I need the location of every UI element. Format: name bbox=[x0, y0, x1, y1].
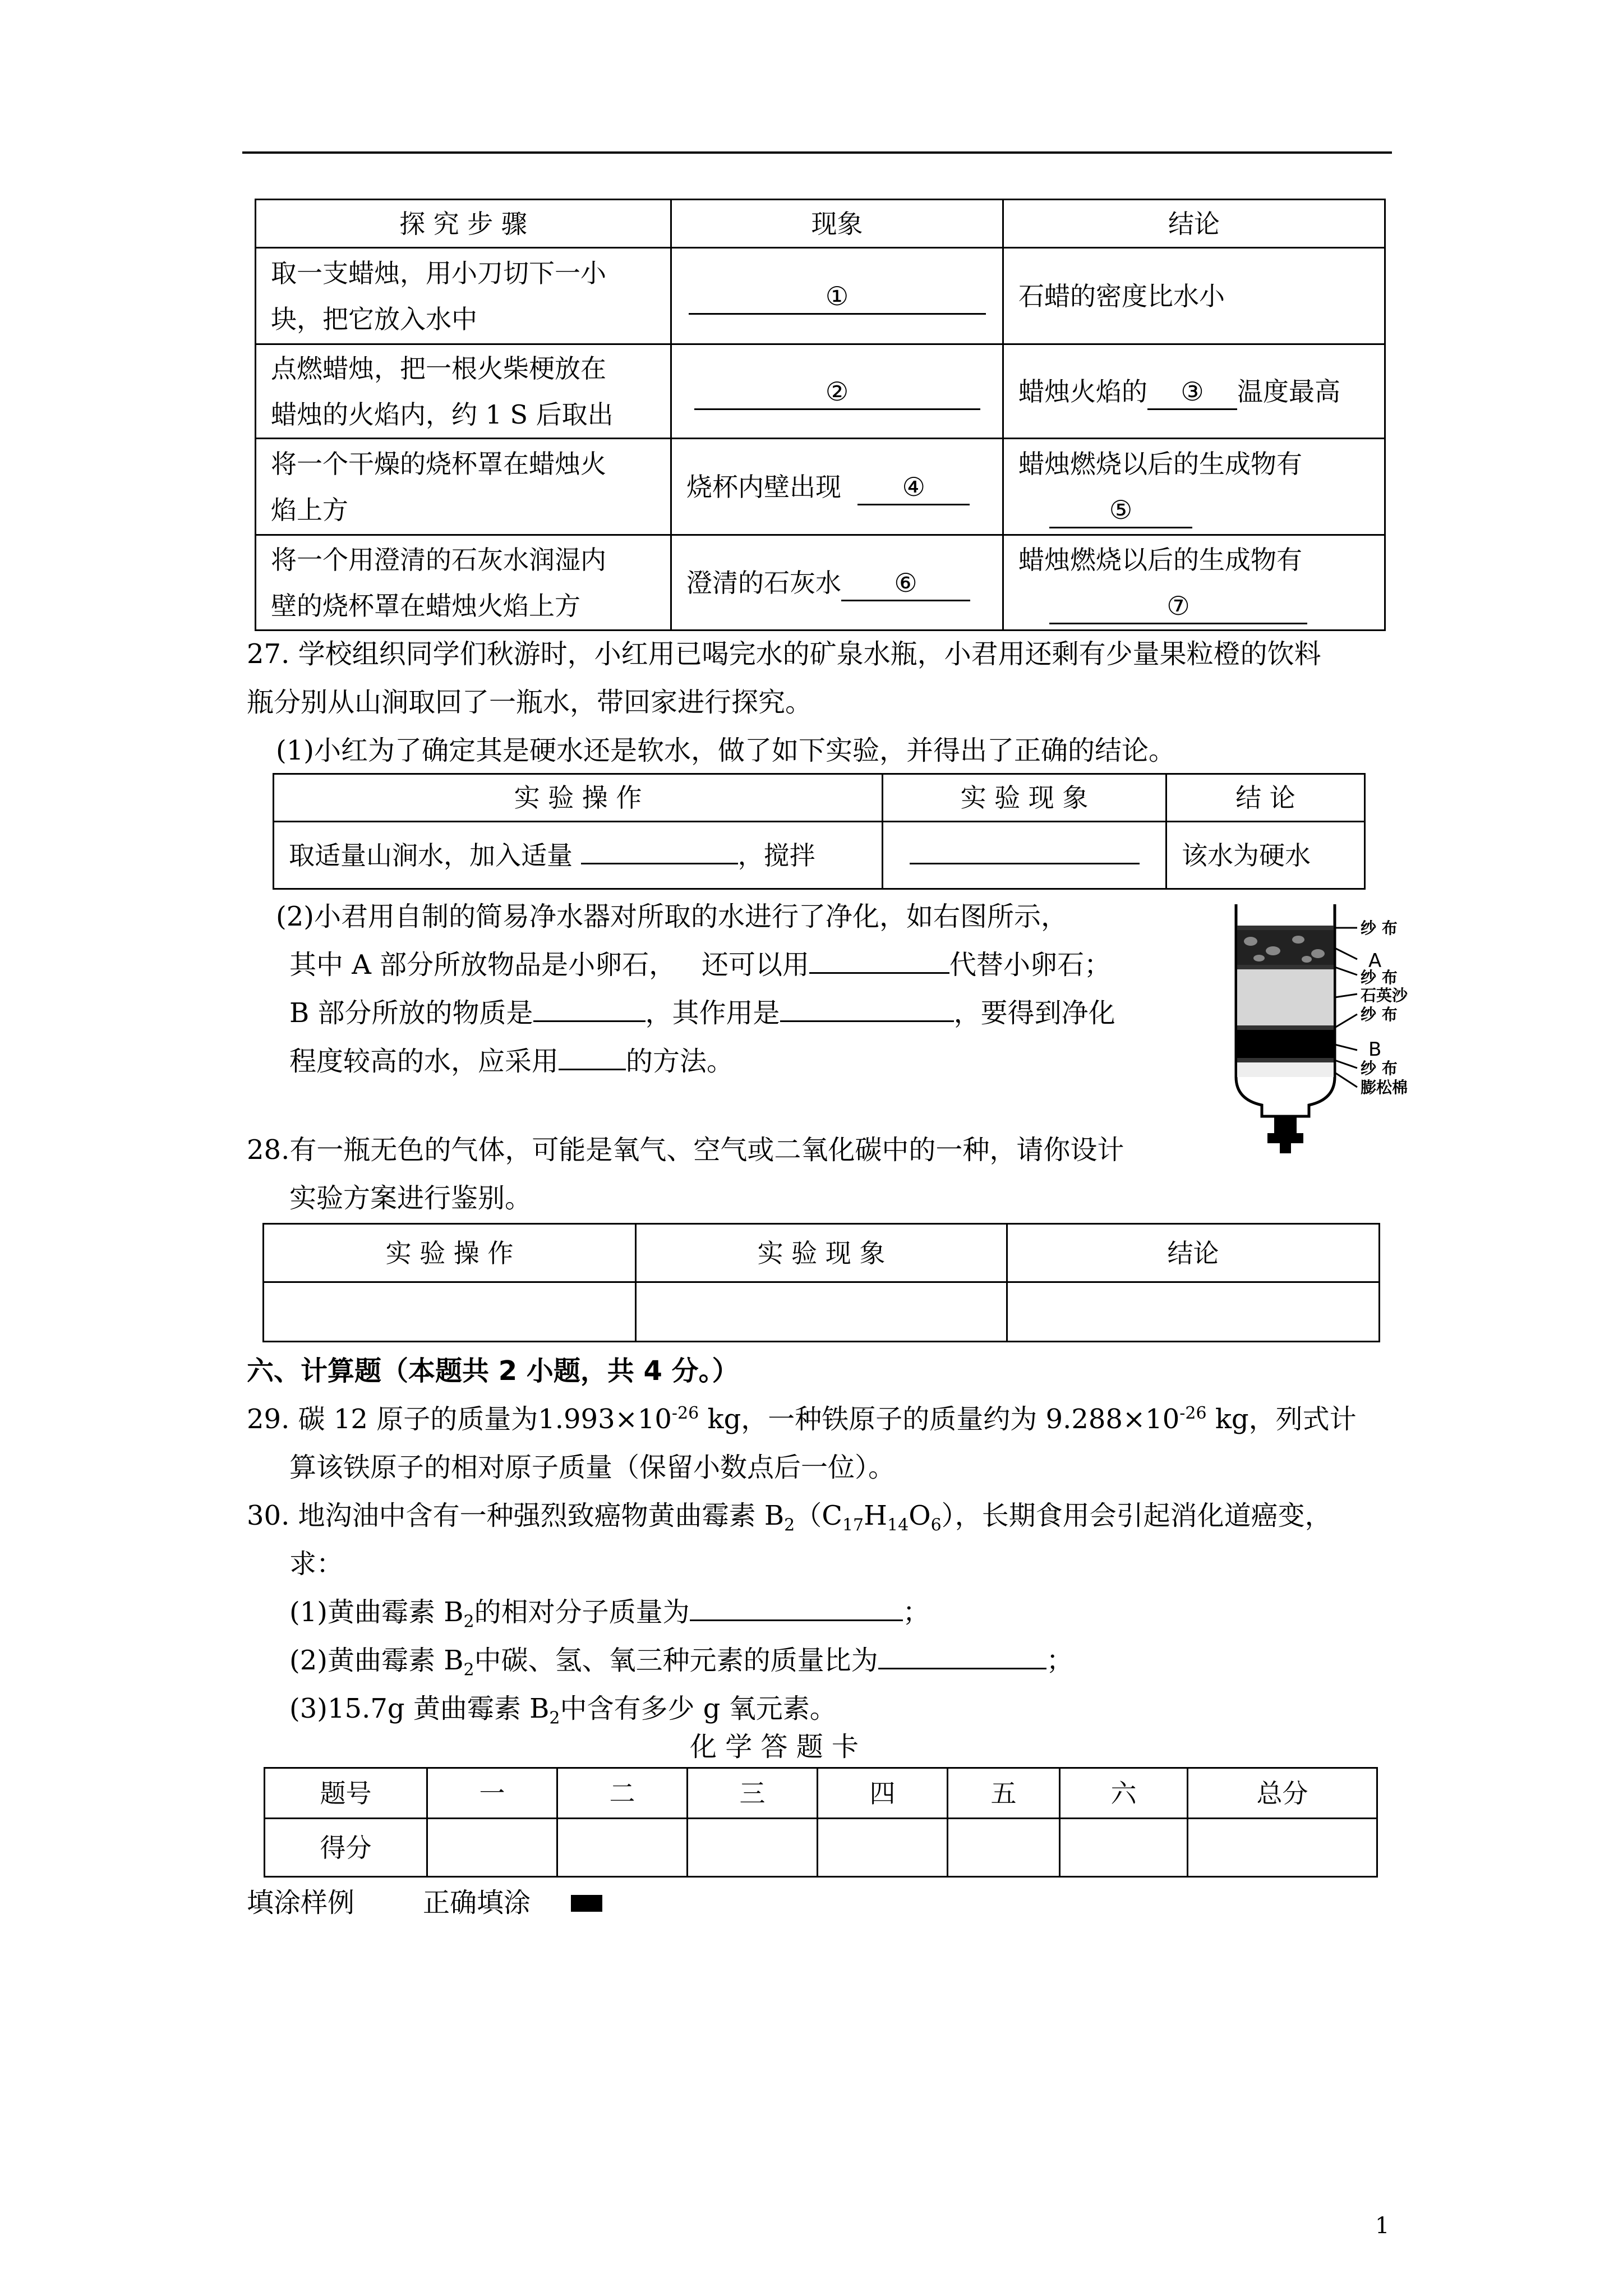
fill-example-label: 填涂样例 bbox=[247, 1887, 355, 1918]
q27-sub2-line1: (2)小君用自制的简易净水器对所取的水进行了净化，如右图所示， bbox=[276, 901, 1068, 932]
q30-line2: 求： bbox=[289, 1548, 344, 1580]
label-a: A bbox=[1368, 950, 1382, 972]
table-row bbox=[256, 535, 1385, 631]
q30-part1: (1)黄曲霉素 $B_2$的相对分子质量为 ； bbox=[289, 1596, 930, 1632]
filled-mark-sample bbox=[571, 1895, 602, 1912]
table-row bbox=[256, 439, 1385, 535]
page-number: 1 bbox=[1375, 2213, 1390, 2239]
answer-blank[interactable]: ⑦ bbox=[1049, 589, 1307, 624]
section-6-heading: 六、计算题（本题共 2 小题，共 4 分。） bbox=[247, 1355, 739, 1387]
q30-part2: (2)黄曲霉素 $B_2$中碳、氢、氧三种元素的质量比为 ； bbox=[289, 1645, 1073, 1680]
q27-line2: 瓶分别从山涧取回了一瓶水，带回家进行探究。 bbox=[247, 687, 813, 718]
q27-sub2-line3: B 部分所放的物质是 ，其作用是 ，要得到净化 bbox=[289, 997, 1115, 1029]
conclusion-cell: 蜡烛燃烧以后的生成物有 ⑤ bbox=[1003, 439, 1385, 535]
label-quartz-sand: 石英沙 bbox=[1361, 986, 1408, 1005]
answer-cell[interactable] bbox=[264, 1282, 636, 1342]
header-question-no: 题号 bbox=[265, 1768, 427, 1819]
method-blank[interactable] bbox=[559, 1069, 626, 1070]
answer-blank[interactable]: ⑥ bbox=[841, 566, 970, 601]
answer-blank[interactable]: ④ bbox=[857, 470, 970, 505]
operation-cell: 取适量山涧水，加入适量 ，搅拌 bbox=[274, 822, 883, 889]
header-phenomenon: 实 验 现 象 bbox=[883, 774, 1166, 822]
answer-blank[interactable]: ③ bbox=[1147, 375, 1237, 410]
q27-sub1: (1)小红为了确定其是硬水还是软水，做了如下实验，并得出了正确的结论。 bbox=[276, 735, 1175, 766]
phenomenon-blank[interactable] bbox=[910, 863, 1140, 864]
observation-cell: 澄清的石灰水 ⑥ bbox=[671, 535, 1003, 631]
q29-line2: 算该铁原子的相对原子质量（保留小数点后一位）。 bbox=[289, 1452, 896, 1483]
observation-cell bbox=[671, 248, 1003, 344]
correct-fill-label: 正确填涂 bbox=[423, 1887, 531, 1918]
q27-sub2-line2: 其中 A 部分所放物品是小卵石， 还可以用 代替小卵石； bbox=[289, 949, 1111, 981]
molecular-mass-blank[interactable] bbox=[690, 1619, 903, 1621]
candle-experiment-table bbox=[255, 199, 1386, 631]
score-cell[interactable] bbox=[948, 1819, 1060, 1877]
table-row bbox=[256, 344, 1385, 439]
table-row bbox=[256, 248, 1385, 344]
answer-cell[interactable] bbox=[636, 1282, 1007, 1342]
q29-line1: 29. 碳 12 原子的质量为$1.993\times 10^{-26}$ kg，一种铁原子的质量约为 $9.288\times 10^{-26}$ kg，列式计 bbox=[247, 1404, 1357, 1435]
table-row bbox=[265, 1819, 1377, 1877]
table-row bbox=[264, 1282, 1380, 1342]
header-section-4: 四 bbox=[818, 1768, 948, 1819]
mass-ratio-blank[interactable] bbox=[878, 1668, 1046, 1669]
header-conclusion: 结论 bbox=[1003, 200, 1385, 248]
water-filter-diagram bbox=[1223, 898, 1458, 1156]
score-cell[interactable] bbox=[427, 1819, 557, 1877]
header-section-2: 二 bbox=[557, 1768, 688, 1819]
step-cell: 取一支蜡烛，用小刀切下一小 块，把它放入水中 bbox=[256, 248, 671, 344]
step-cell: 点燃蜡烛，把一根火柴梗放在 蜡烛的火焰内，约 1 S 后取出 bbox=[256, 344, 671, 439]
label-gauze-3: 纱 布 bbox=[1361, 1005, 1398, 1024]
header-section-1: 一 bbox=[427, 1768, 557, 1819]
header-gas-operation: 实 验 操 作 bbox=[264, 1224, 636, 1282]
conclusion-cell: 蜡烛火焰的 ③ 温度最高 bbox=[1003, 344, 1385, 439]
score-cell[interactable] bbox=[557, 1819, 688, 1877]
step-cell: 将一个干燥的烧杯罩在蜡烛火 焰上方 bbox=[256, 439, 671, 535]
conclusion-cell: 蜡烛燃烧以后的生成物有 ⑦ bbox=[1003, 535, 1385, 631]
observation-cell: 烧杯内壁出现 ④ bbox=[671, 439, 1003, 535]
answer-cell[interactable] bbox=[1007, 1282, 1380, 1342]
header-observation: 现象 bbox=[671, 200, 1003, 248]
q28-line2: 实验方案进行鉴别。 bbox=[289, 1182, 532, 1214]
label-gauze-2: 纱 布 bbox=[1361, 968, 1398, 987]
header-operation: 实 验 操 作 bbox=[274, 774, 883, 822]
q27-sub2-line4: 程度较高的水，应采用 的方法。 bbox=[289, 1046, 734, 1077]
header-section-6: 六 bbox=[1060, 1768, 1188, 1819]
header-gas-conclusion: 结论 bbox=[1007, 1224, 1380, 1282]
result-cell: 该水为硬水 bbox=[1166, 822, 1365, 889]
q27-line1: 27. 学校组织同学们秋游时，小红用已喝完水的矿泉水瓶，小君用还剩有少量果粒橙的饮料 bbox=[247, 638, 1321, 670]
score-cell[interactable] bbox=[1188, 1819, 1377, 1877]
observation-cell bbox=[671, 344, 1003, 439]
header-section-5: 五 bbox=[948, 1768, 1060, 1819]
table-row bbox=[274, 822, 1365, 889]
b-function-blank[interactable] bbox=[780, 1020, 954, 1022]
label-gauze-4: 纱 布 bbox=[1361, 1059, 1398, 1078]
label-b: B bbox=[1368, 1038, 1382, 1061]
conclusion-cell: 石蜡的密度比水小 bbox=[1003, 248, 1385, 344]
label-cotton: 膨松棉 bbox=[1361, 1078, 1408, 1097]
header-total: 总分 bbox=[1188, 1768, 1377, 1819]
q30-line1: 30. 地沟油中含有一种强烈致癌物黄曲霉素 $B_2(C_{17}H_{14}O_6)$，长期食用会引起消化道癌变， bbox=[247, 1500, 1332, 1535]
q28-line1: 28.有一瓶无色的气体，可能是氧气、空气或二氧化碳中的一种，请你设计 bbox=[247, 1134, 1124, 1166]
answer-blank[interactable]: ② bbox=[694, 375, 980, 410]
answer-blank[interactable]: ① bbox=[689, 279, 986, 315]
header-section-3: 三 bbox=[688, 1768, 818, 1819]
reagent-blank[interactable] bbox=[581, 863, 738, 864]
header-result: 结 论 bbox=[1166, 774, 1365, 822]
score-cell[interactable] bbox=[818, 1819, 948, 1877]
gas-identification-table bbox=[262, 1223, 1380, 1342]
phenomenon-cell bbox=[883, 822, 1166, 889]
header-step: 探 究 步 骤 bbox=[256, 200, 671, 248]
b-material-blank[interactable] bbox=[533, 1020, 645, 1022]
step-cell: 将一个用澄清的石灰水润湿内 壁的烧杯罩在蜡烛火焰上方 bbox=[256, 535, 671, 631]
q30-part3: (3)15.7g 黄曲霉素 $B_2$中含有多少 g 氧元素。 bbox=[289, 1693, 837, 1728]
score-label: 得分 bbox=[265, 1819, 427, 1877]
answer-card-title: 化 学 答 题 卡 bbox=[690, 1731, 859, 1763]
score-table bbox=[264, 1767, 1378, 1878]
score-cell[interactable] bbox=[688, 1819, 818, 1877]
header-gas-phenomenon: 实 验 现 象 bbox=[636, 1224, 1007, 1282]
answer-blank[interactable]: ⑤ bbox=[1049, 493, 1192, 528]
hard-water-table bbox=[273, 773, 1366, 890]
header-rule bbox=[242, 151, 1392, 154]
substitute-blank[interactable] bbox=[809, 972, 949, 974]
score-cell[interactable] bbox=[1060, 1819, 1188, 1877]
label-gauze-1: 纱 布 bbox=[1361, 919, 1398, 937]
